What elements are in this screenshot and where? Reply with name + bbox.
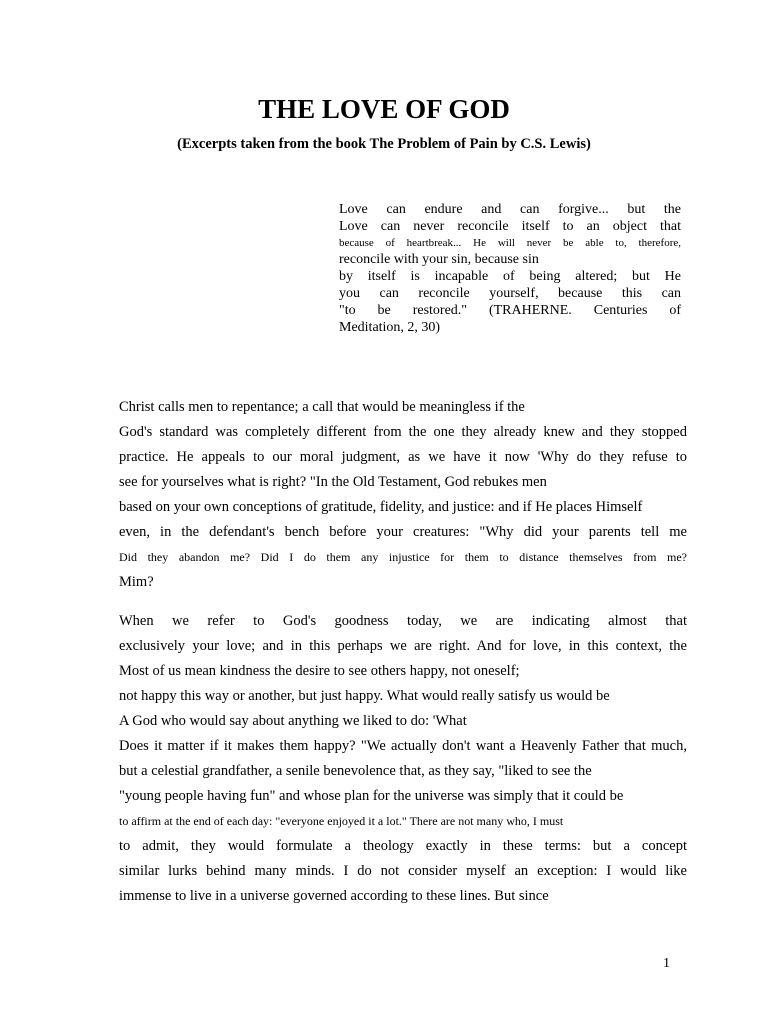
paragraph-line: Does it matter if it makes them happy? "We actually don't want a Heavenly Father that much, xyxy=(119,738,687,754)
quote-line: Meditation, 2, 30) xyxy=(339,320,441,335)
paragraph-line: immense to live in a universe governed according to these lines. But since xyxy=(119,888,549,904)
paragraph-line: "young people having fun" and whose plan for the universe was simply that it could be xyxy=(119,788,624,804)
paragraph-line: practice. He appeals to our moral judgment, as we have it now 'Why do they refuse to xyxy=(119,449,687,465)
quote-line: by itself is incapable of being altered; but He xyxy=(339,269,681,284)
paragraph-line: similar lurks behind many minds. I do not consider myself an exception: I would like xyxy=(119,863,687,879)
paragraph-line: not happy this way or another, but just happy. What would really satisfy us would be xyxy=(119,688,610,704)
paragraph-line: to admit, they would formulate a theology exactly in these terms: but a concept xyxy=(119,838,687,854)
paragraph-line: Christ calls men to repentance; a call that would be meaningless if the xyxy=(119,399,525,415)
quote-line: Love can never reconcile itself to an object that xyxy=(339,219,681,234)
quote-line: reconcile with your sin, because sin xyxy=(339,252,539,267)
quote-line: "to be restored." (TRAHERNE. Centuries of xyxy=(339,303,681,318)
paragraph-line: see for yourselves what is right? "In the Old Testament, God rebukes men xyxy=(119,474,547,490)
paragraph-line: When we refer to God's goodness today, we are indicating almost that xyxy=(119,613,687,629)
paragraph-2 xyxy=(119,609,687,909)
quote-line: you can reconcile yourself, because this can xyxy=(339,286,681,301)
paragraph-line: Did they abandon me? Did I do them any injustice for them to distance themselves from me? xyxy=(119,550,687,564)
paragraph-line: Mim? xyxy=(119,574,154,590)
paragraph-line: to affirm at the end of each day: "everyone enjoyed it a lot." There are not many who, I must xyxy=(119,814,564,828)
paragraph-line: A God who would say about anything we liked to do: 'What xyxy=(119,713,467,729)
paragraph-line: Most of us mean kindness the desire to see others happy, not oneself; xyxy=(119,663,520,679)
page-title: THE LOVE OF GOD xyxy=(258,94,510,124)
epigraph-quote xyxy=(339,201,681,336)
page-number: 1 xyxy=(663,956,670,971)
paragraph-line: even, in the defendant's bench before your creatures: "Why did your parents tell me xyxy=(119,524,687,540)
quote-line: Love can endure and can forgive... but the xyxy=(339,202,681,217)
paragraph-1 xyxy=(119,395,687,595)
paragraph-line: God's standard was completely different from the one they already knew and they stopped xyxy=(119,424,687,440)
paragraph-line: but a celestial grandfather, a senile benevolence that, as they say, "liked to see the xyxy=(119,763,592,779)
paragraph-line: exclusively your love; and in this perhaps we are right. And for love, in this context, the xyxy=(119,638,687,654)
page-subtitle: (Excerpts taken from the book The Problem of Pain by C.S. Lewis) xyxy=(177,136,591,152)
quote-line: because of heartbreak... He will never be able to, therefore, xyxy=(339,237,681,249)
paragraph-line: based on your own conceptions of gratitude, fidelity, and justice: and if He places Himself xyxy=(119,499,643,515)
